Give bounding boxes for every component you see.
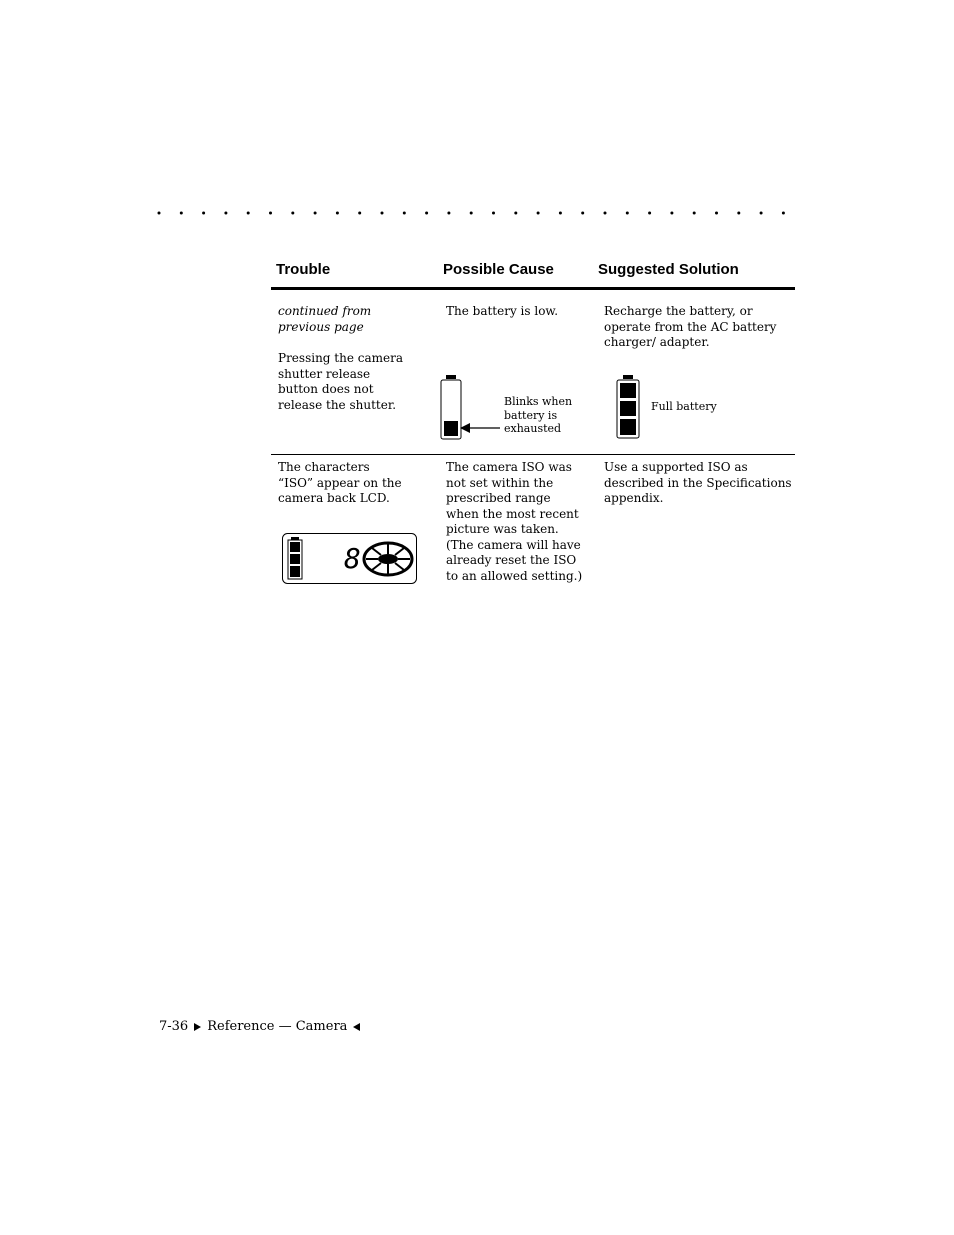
trouble-text-shutter: Pressing the camera shutter release button does not release the shutter. xyxy=(278,351,404,412)
rule-dot xyxy=(581,212,584,215)
rule-dot xyxy=(381,212,384,215)
page-footer xyxy=(159,1019,366,1034)
rule-dot xyxy=(224,212,227,215)
rule-dot xyxy=(180,212,183,215)
cause-text-battery-low: The battery is low. xyxy=(446,304,559,318)
trouble-continued-note: continued from previous page xyxy=(278,304,372,334)
rule-dot xyxy=(626,212,629,215)
header-trouble: Trouble xyxy=(276,261,331,278)
rule-dot xyxy=(269,212,272,215)
solution-text-iso: Use a supported ISO as described in the Specifications appendix. xyxy=(604,460,792,505)
dotted-rule xyxy=(157,208,797,218)
lcd-digit: 8 xyxy=(344,542,361,575)
rule-dot xyxy=(247,212,250,215)
full-battery-icon xyxy=(615,374,645,440)
row-divider xyxy=(271,454,795,455)
rule-dot xyxy=(715,212,718,215)
cause-text-iso: The camera ISO was not set within the prescribed range when the most recent picture was taken. (The camera will have already reset the ISO to an allowed setting.) xyxy=(446,460,583,583)
rule-dot xyxy=(782,212,785,215)
page-number: 7-36 xyxy=(159,1019,189,1034)
low-battery-callout: Blinks when battery is exhausted xyxy=(504,395,573,435)
triangle-right-icon xyxy=(194,1023,201,1031)
rule-dot xyxy=(514,212,517,215)
rule-dot xyxy=(648,212,651,215)
rule-dot xyxy=(291,212,294,215)
low-battery-icon xyxy=(438,373,502,443)
lcd-battery-icon xyxy=(288,537,302,579)
rule-dot xyxy=(559,212,562,215)
header-possible-cause: Possible Cause xyxy=(443,261,554,278)
rule-dot xyxy=(470,212,473,215)
rule-dot xyxy=(537,212,540,215)
rule-dot xyxy=(447,212,450,215)
rule-dot xyxy=(336,212,339,215)
solution-text-recharge: Recharge the battery, or operate from the AC battery charger/ adapter. xyxy=(604,304,777,349)
rule-dot xyxy=(737,212,740,215)
rule-dot xyxy=(492,212,495,215)
rule-dot xyxy=(604,212,607,215)
header-rule xyxy=(271,287,795,290)
triangle-left-icon xyxy=(353,1023,360,1031)
footer-section-title: Reference — Camera xyxy=(207,1019,348,1034)
rule-dot xyxy=(403,212,406,215)
header-suggested-solution: Suggested Solution xyxy=(598,261,739,278)
lcd-mode-dial-icon xyxy=(364,543,412,575)
rule-dot xyxy=(760,212,763,215)
rule-dot xyxy=(693,212,696,215)
rule-dot xyxy=(314,212,317,215)
rule-dot xyxy=(425,212,428,215)
full-battery-callout: Full battery xyxy=(651,400,717,413)
rule-dot xyxy=(670,212,673,215)
rule-dot xyxy=(158,212,161,215)
rule-dot xyxy=(202,212,205,215)
rule-dot xyxy=(358,212,361,215)
trouble-text-iso: The characters “ISO” appear on the camera back LCD. xyxy=(278,460,402,505)
